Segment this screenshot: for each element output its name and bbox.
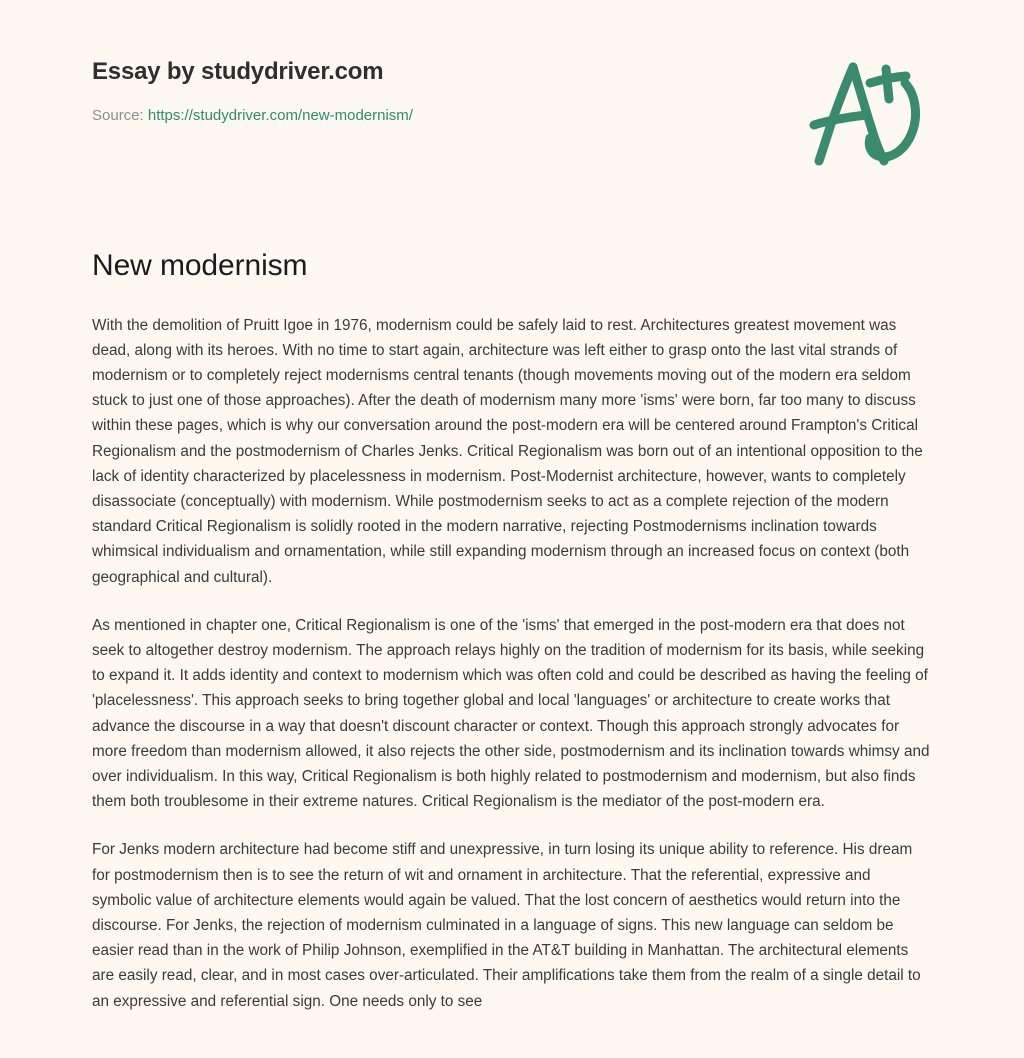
- essay-byline: Essay by studydriver.com: [92, 58, 384, 85]
- a-plus-logo: [800, 55, 940, 180]
- paragraph: With the demolition of Pruitt Igoe in 1976, modernism could be safely laid to rest. Architectures greatest movement was dead, along with its heroes. With no time to start again, architecture was left either to grasp onto the last vital strands of modernism or to completely reject modernisms central tenants (though movements moving out of the modern era seldom stuck to just one of those approaches). After the death of modernism many more 'isms' were born, far too many to discuss within these pages, which is why our conversation around the post-modern era will be centered around Frampton's Critical Regionalism and the postmodernism of Charles Jenks. Critical Regionalism was born out of an intentional opposition to the lack of identity characterized by placelessness in modernism. Post-Modernist architecture, however, wants to completely disassociate (conceptually) with modernism. While postmodernism seeks to act as a complete rejection of the modern standard Critical Regionalism is solidly rooted in the modern narrative, rejecting Postmodernisms inclination towards whimsical individualism and ornamentation, while still expanding modernism through an increased focus on context (both geographical and cultural).: [92, 316, 923, 586]
- source-label: Source:: [92, 106, 144, 124]
- paragraph: For Jenks modern architecture had become stiff and unexpressive, in turn losing its unique ability to reference. His dream for postmodernism then is to see the return of wit and ornament in architecture. That the referential, expressive and symbolic value of architecture elements would again be valued. That the lost concern of aesthetics would return into the discourse. For Jenks, the rejection of modernism culminated in a language of signs. This new language can seldom be easier read than in the work of Philip Johnson, exemplified in the AT&T building in Manhattan. The architectural elements are easily read, clear, and in most cases over-articulated. Their amplifications take them from the realm of a single detail to an expressive and referential sign. One needs only to see: [92, 841, 921, 1010]
- source-url-link[interactable]: https://studydriver.com/new-modernism/: [147, 106, 413, 124]
- page-title: New modernism: [92, 249, 308, 282]
- paragraph: As mentioned in chapter one, Critical Regionalism is one of the 'isms' that emerged in the post-modern era that does not seek to altogether destroy modernism. The approach relays highly on the tradition of modernism for its basis, while seeking to expand it. It adds identity and context to modernism which was often cold and could be described as having the feeling of 'placelessness'. This approach seeks to bring together global and local 'languages' or architecture to create works that advance the discourse in a way that doesn't discount character or context. Though this approach strongly advocates for more freedom than modernism allowed, it also rejects the other side, postmodernism and its inclination towards whimsy and over individualism. In this way, Critical Regionalism is both highly related to postmodernism and modernism, but also finds them both troublesome in their extreme natures. Critical Regionalism is the mediator of the post-modern era.: [92, 616, 930, 811]
- page-header: [92, 0, 932, 150]
- essay-body: [92, 313, 932, 1014]
